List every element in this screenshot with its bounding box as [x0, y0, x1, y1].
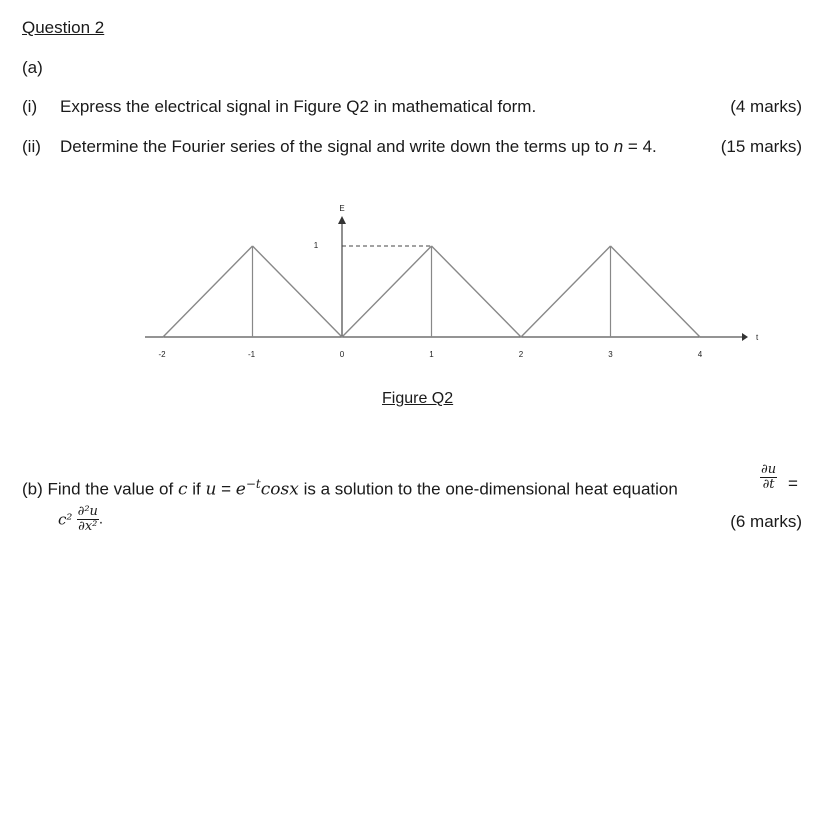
part-b-e: e — [235, 479, 246, 500]
x-tick-label: -2 — [158, 350, 166, 359]
tick-group — [158, 350, 702, 359]
signal-segment — [163, 246, 253, 337]
part-a-ii-number: (ii) — [22, 137, 41, 156]
part-b-if: if — [192, 479, 201, 499]
part-a-label: (a) — [22, 58, 43, 77]
x-tick-label: 0 — [339, 350, 345, 359]
c-squared: c² — [58, 510, 73, 529]
d2udx2-denominator: ∂x² — [78, 519, 98, 534]
signal-segment — [253, 246, 343, 337]
x-axis-label: t — [756, 333, 759, 342]
part-b-u: u — [205, 479, 217, 500]
dudt-numerator: ∂u — [761, 462, 777, 477]
equals-sign: = — [788, 474, 798, 493]
part-a-i-marks: (4 marks) — [730, 97, 802, 116]
signal-group — [163, 246, 700, 337]
part-a-ii-text: Determine the Fourier series of the signal and write down the terms up to — [60, 137, 609, 156]
part-a-ii-n-equals: = 4. — [623, 137, 657, 156]
part-b-mid-text: is a solution to the one-dimensional heat equation — [303, 479, 678, 499]
part-b-period: . — [98, 510, 104, 528]
part-b-cosx: cosx — [260, 479, 299, 500]
part-b-marks: (6 marks) — [730, 512, 802, 531]
signal-segment — [432, 246, 522, 337]
amplitude-label: 1 — [313, 241, 319, 250]
part-b-eq: = — [221, 479, 232, 499]
part-b-c: c — [177, 479, 188, 500]
signal-segment — [521, 246, 611, 337]
x-axis-arrow-icon — [742, 333, 748, 341]
part-b-exponent: −t — [245, 477, 261, 491]
x-tick-label: 2 — [518, 350, 524, 359]
x-tick-label: 3 — [608, 350, 613, 359]
signal-segment — [611, 246, 701, 337]
x-tick-label: 1 — [429, 350, 434, 359]
part-b-second-line — [58, 505, 103, 534]
question-title: Question 2 — [22, 18, 105, 37]
part-a-i-text: Express the electrical signal in Figure Q2 in mathematical form. — [60, 97, 537, 116]
signal-segment — [342, 246, 432, 337]
dudt-fraction — [760, 463, 777, 492]
figure-caption: Figure Q2 — [382, 390, 454, 407]
y-axis-arrow-icon — [338, 216, 346, 224]
x-tick-label: -1 — [247, 350, 256, 359]
x-tick-label: 4 — [697, 350, 703, 359]
part-a-ii-marks: (15 marks) — [720, 137, 802, 156]
part-a-ii-n-variable: n — [613, 137, 624, 156]
y-axis-label: E — [339, 204, 345, 213]
part-b-line — [22, 474, 678, 500]
part-b-prefix: (b) Find the value of — [22, 479, 174, 499]
dudt-denominator: ∂t — [762, 477, 775, 492]
d2udx2-numerator: ∂²u — [77, 504, 98, 519]
part-a-i-number: (i) — [22, 97, 38, 116]
